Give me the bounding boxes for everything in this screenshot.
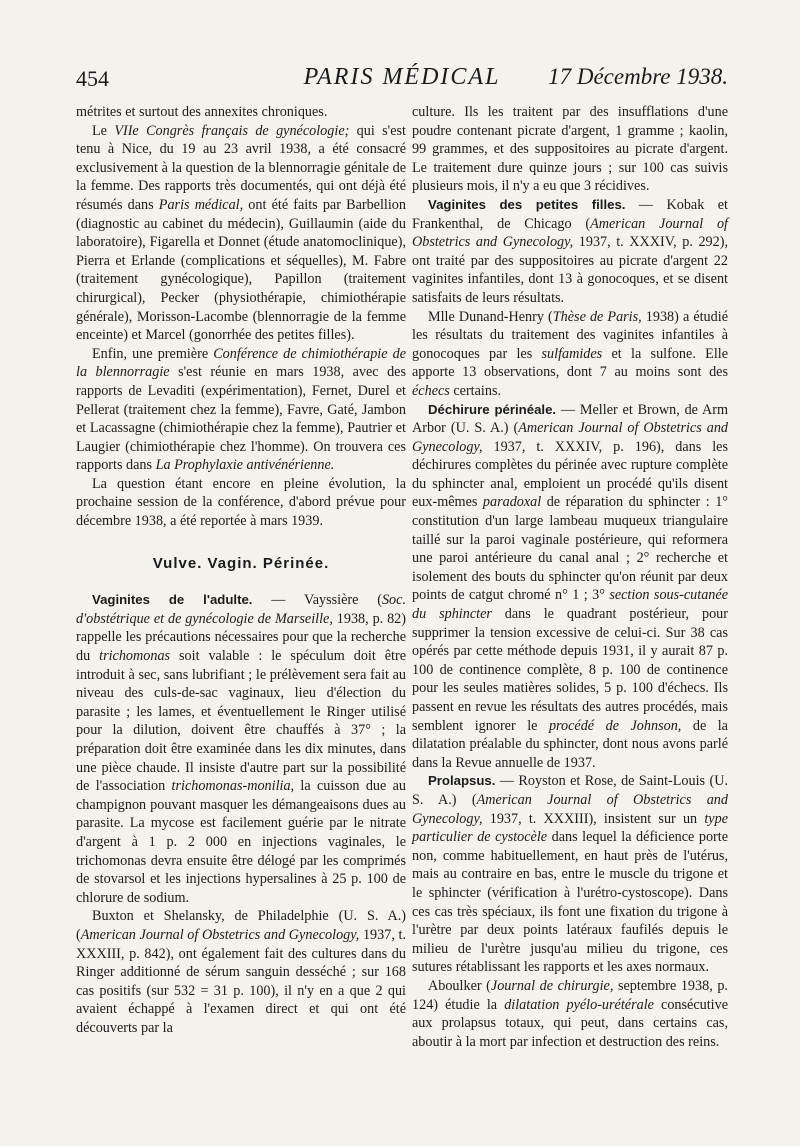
journal-title: PARIS MÉDICAL — [303, 64, 501, 90]
page-number: 454 — [76, 66, 109, 91]
subsection-heading: Prolapsus. — [428, 773, 496, 789]
paragraph: Buxton et Shelansky, de Philadelphie (U. S. A.) (American Journal of Obstetrics and Gynecology, 1937, t. XXXIII, p. 842), ont également fait des cultures dans du Ringer additionné de sérum sanguin desséché ; sur 168 cas positifs (sur 532 = 31 p. 100), il n'y en a que 2 qui avaient échappé à l'examen direct et qui ont été découverts par la — [76, 908, 406, 1036]
paragraph: Enfin, une première Conférence de chimiothérapie de la blennorragie s'est réunie en mars 1938, avec des rapports de Levaditi (expérimentation), Fernet, Durel et Pellerat (traitement chez la femme), Favre, Gaté, Jambon et Lacassagne (chimiothérapie chez la femme), Pautrier et Laugier (chimiothérapie chez l'homme). On trouvera ces rapports dans La Prophylaxie antivénérienne. — [76, 345, 407, 474]
paragraph: Le VIIe Congrès français de gynécologie; qui s'est tenu à Nice, du 19 au 23 avril 1938, a été consacré exclusivement à la question de la blennorragie génitale de la femme. Des rapports très documentés, qui ont déjà été résumés dans Paris médical, ont été faits par Barbellion (diagnostic au cabinet du médecin), Guillaumin (aide du laboratoire), Figarella et Donnet (étude anatomoclinique), Pierra et Erlande (complications et séquelles), M. Fabre (traitement gynécologique), Papillon (traitement chirurgical), Pecker (physiothérapie, chimiothérapie générale), Morisson-Lacombe (blennorragie de la femme enceinte) et Marcel (gonorrhée des petites filles). — [76, 122, 406, 344]
subsection-heading: Vaginites des petites filles. — [428, 196, 626, 212]
right-column — [412, 103, 728, 1051]
running-header — [76, 64, 728, 98]
left-column — [76, 103, 406, 1038]
paragraph: La question étant encore en pleine évolution, la prochaine session de la conférence, d'abord prévue pour décembre 1938, a été reportée à mars 1939. — [76, 475, 406, 530]
paragraph: Prolapsus. — Royston et Rose, de Saint-Louis (U. S. A.) (American Journal of Obstetrics and Gynecology, 1937, t. XXXIII), insistent sur un type particulier de cystocèle dans lequel la déficience porte non, comme habituellement, en haut près de l'utérus, mais au contraire en bas, entre le muscle du trigone et le sphincter (vérification à l'urétro-cystoscope). Dans ces cas très spéciaux, ils font une fixation du trigone à l'urètre par deux points latéraux faufilés depuis le milieu de l'urètre jusqu'au milieu du trigone, ces sutures rétablissant les rapports et les axes normaux. — [412, 773, 729, 976]
section-heading: Vulve. Vagin. Périnée. — [152, 554, 330, 572]
issue-date: 17 Décembre 1938. — [548, 64, 728, 89]
paragraph: Déchirure périnéale. — Meller et Brown, de Arm Arbor (U. S. A.) (American Journal of Obstetrics and Gynecology, 1937, t. XXXIV, p. 196), dans les déchirures complètes du périnée avec rupture complète du sphincter anal, emploient un procédé qu'ils disent eux-mêmes paradoxal de réparation du sphincter : 1° constitution d'un large lambeau muqueux triangulaire taillé sur la paroi vaginale postérieure, qui reformera une paroi antérieure du canal anal ; 2° recherche et isolement des bouts du sphincter qu'on réunit par deux points de catgut chromé n° 1 ; 3° section sous-cutanée du sphincter dans le quadrant postérieur, pour supprimer la tension excessive de celui-ci. Sur 38 cas opérés par cette méthode depuis 1931, il y aurait 87 p. 100 de continence complète, 8 p. 100 de continence pour les seules matières solides, 5 p. 100 d'échecs. Ils passent en revue les résultats des autres procédés, mais semblent ignorer le procédé de Johnson, de la dilatation préalable du sphincter, dont nous avons parlé dans la Revue annuelle de 1937. — [412, 401, 729, 771]
paragraph: Vaginites de l'adulte. — Vayssière (Soc. d'obstétrique et de gynécologie de Marseille, 1938, p. 82) rappelle les précautions nécessaires pour que la recherche du trichomonas soit valable : le spéculum doit être introduit à sec, sans lubrifiant ; le prélèvement sera fait au niveau des culs-de-sac vaginaux, lieu d'élection du parasite ; les lames, et éventuellement le Ringer utilisé pour la dilution, doivent être chauffés à 37° ; la préparation doit être examinée dans les dix minutes, dans une pièce chaude. Il insiste d'autre part sur la possibilité de l'association trichomonas-monilia, la cuisson due au champignon pouvant masquer les démangeaisons dues au parasite. La mycose est facilement guérie par le nitrate d'argent à 1 p. 2 000 en injections vaginales, le trichomonas devra ensuite être délogé par les comprimés de stovarsol et les injections hypersalines à 25 p. 100 de chlorure de sodium. — [76, 592, 407, 906]
paragraph: métrites et surtout des annexites chroniques. — [76, 104, 328, 120]
subsection-heading: Vaginites de l'adulte. — [92, 592, 253, 608]
subsection-heading: Déchirure périnéale. — [428, 401, 557, 417]
paragraph: culture. Ils les traitent par des insufflations d'une poudre contenant picrate d'argent, 1 gramme ; kaolin, 99 grammes, et des suppositoires au picrate d'argent. Le traitement dure quinze jours ; sur 100 cas suivis plusieurs mois, il n'y a eu que 3 récidives. — [412, 104, 728, 195]
paragraph: Vaginites des petites filles. — Kobak et Frankenthal, de Chicago (American Journal of Obstetrics and Gynecology, 1937, t. XXXIV, p. 292), ont traité par des suppositoires au picrate d'argent 22 vaginites infantiles, dont 13 à gonocoques, et se disent satisfaits de leurs résultats. — [412, 196, 729, 306]
paragraph: Aboulker (Journal de chirurgie, septembre 1938, p. 124) étudie la dilatation pyélo-urétérale consécutive aux prolapsus totaux, qui peut, dans certains cas, aboutir à la mort par infection et destruction des reins. — [412, 977, 728, 1050]
paragraph: Mlle Dunand-Henry (Thèse de Paris, 1938) a étudié les résultats du traitement des vaginites infantiles à gonocoques par les sulfamides et la sulfone. Elle apporte 13 observations, dont 7 au moins sont des échecs certains. — [412, 308, 728, 399]
